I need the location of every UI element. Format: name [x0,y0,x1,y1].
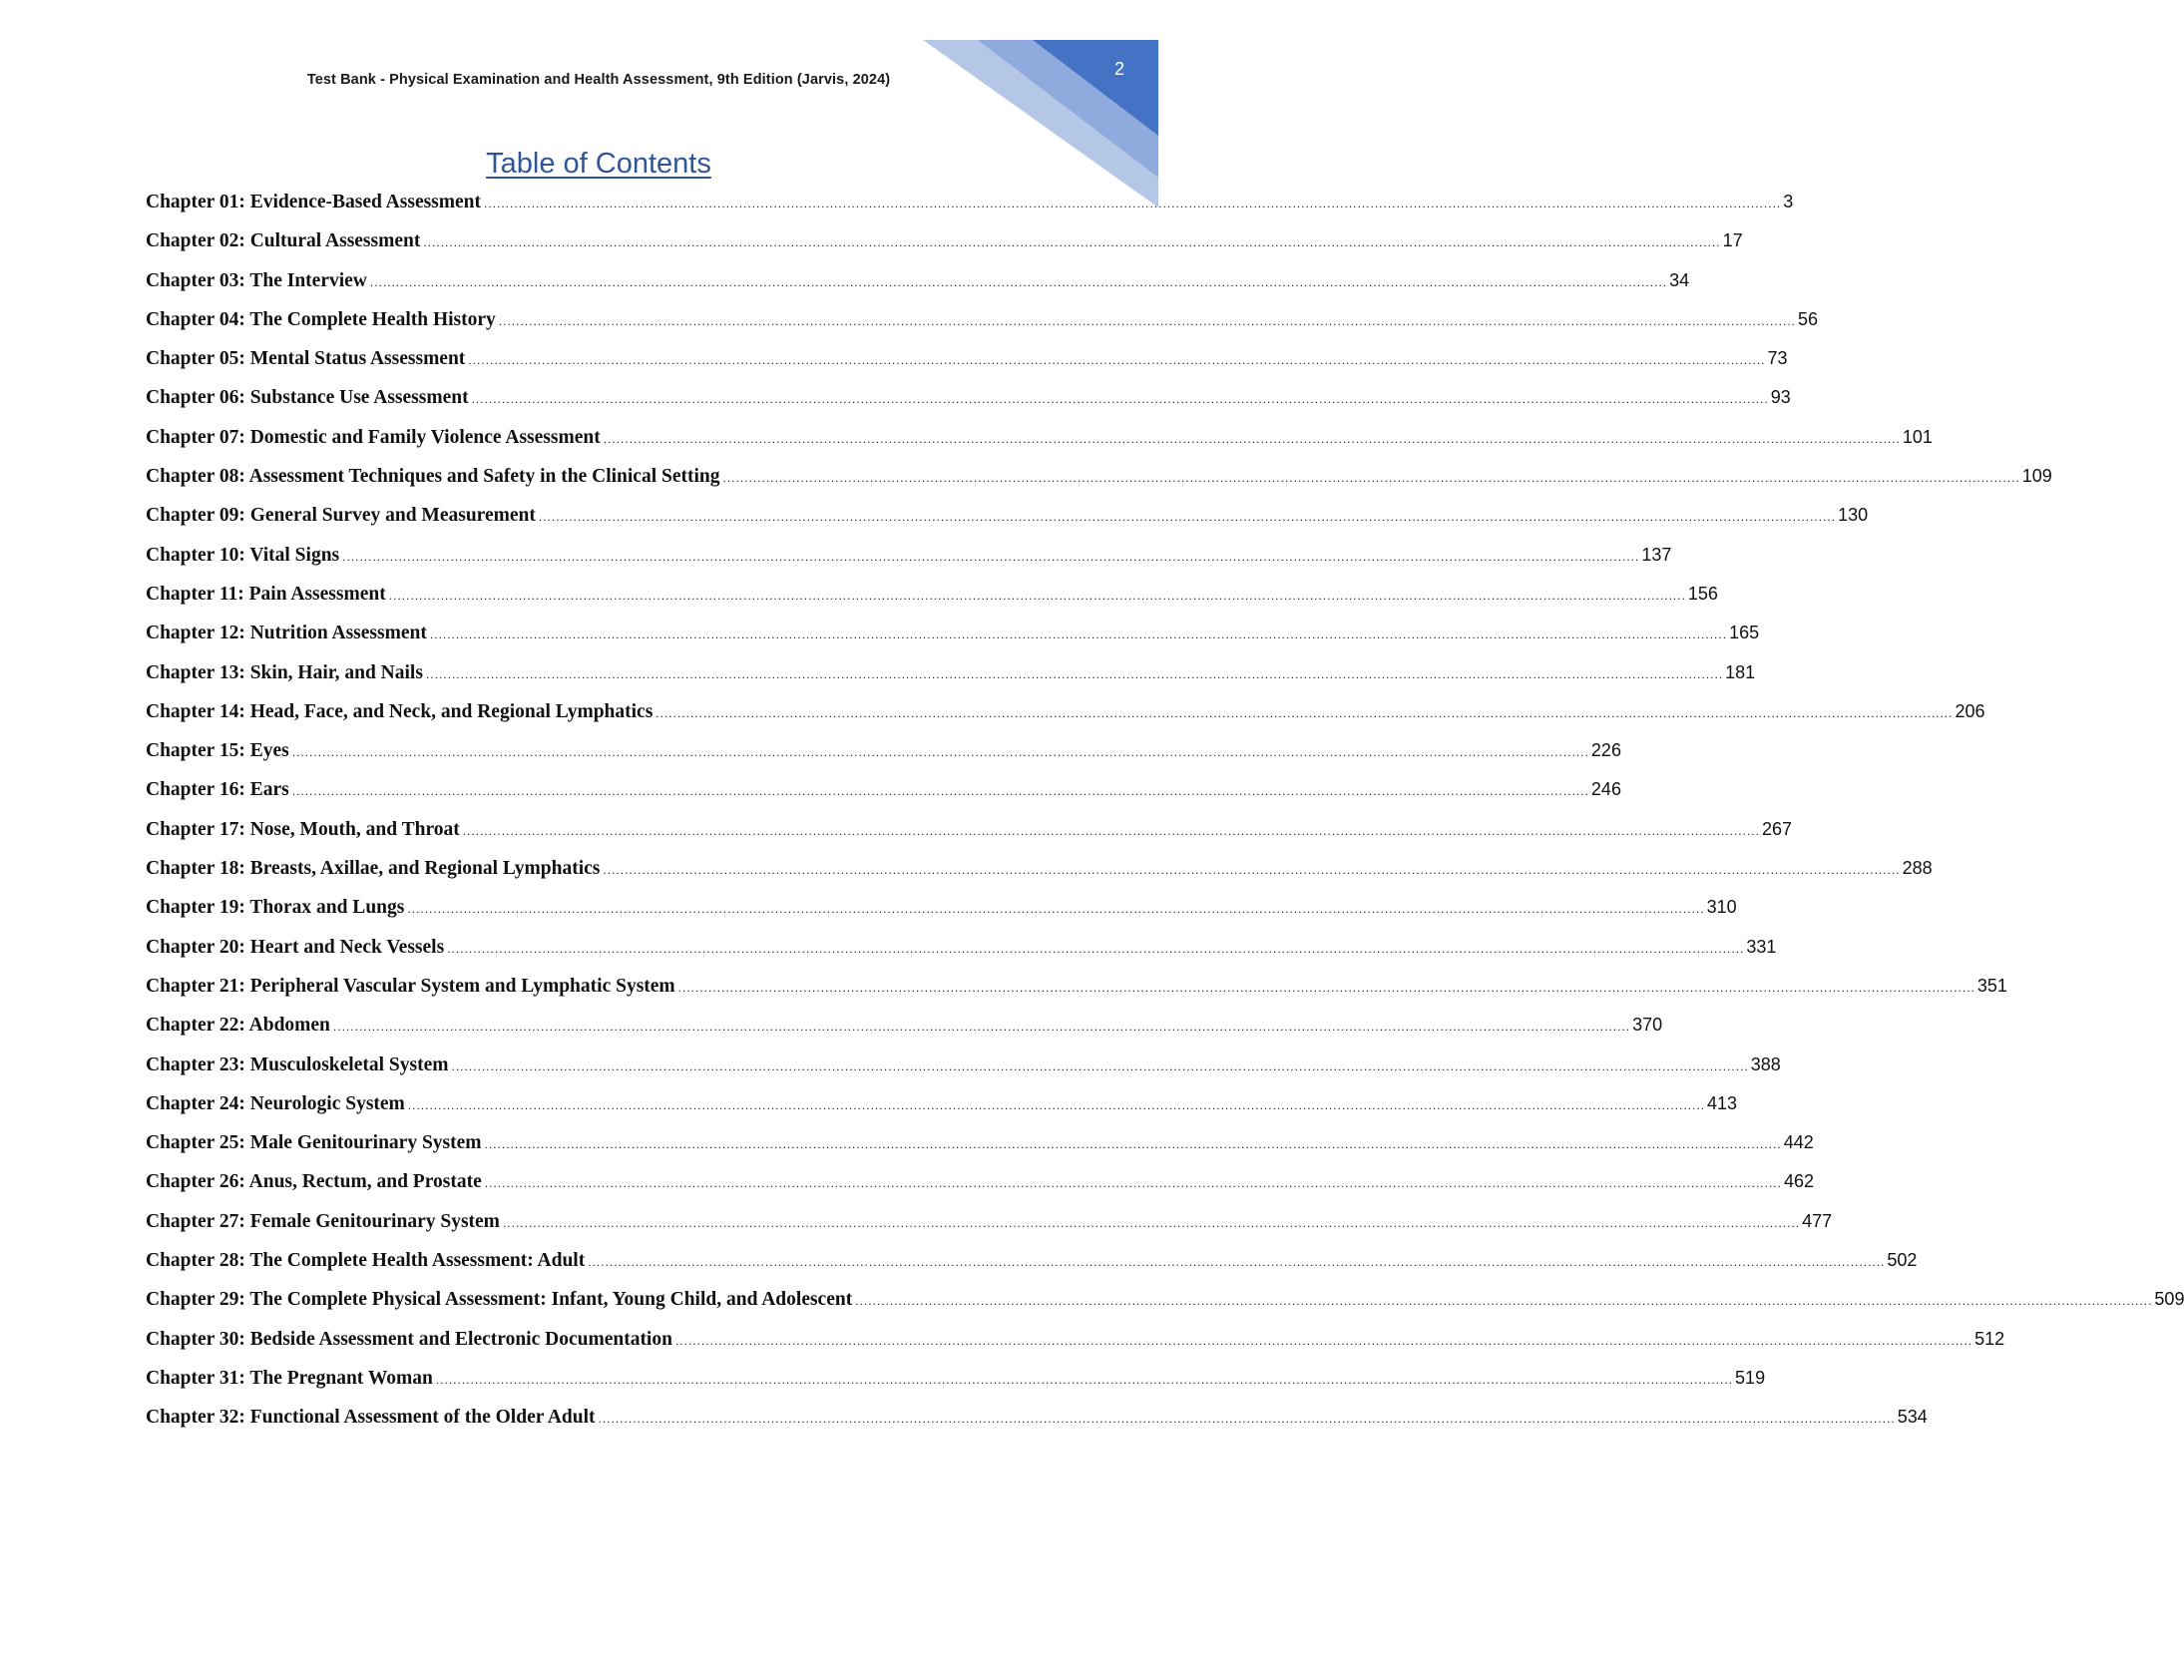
toc-entry[interactable] [146,656,1756,695]
dot-leader: ............................................................................................................................................................................................................................................................................................................ [468,353,1766,368]
toc-entry-page: 17 [1722,230,1743,251]
toc-entry-page: 442 [1783,1132,1814,1153]
toc-entry-label: Chapter 21: Peripheral Vascular System and Lymphatic System [146,975,675,997]
toc-entry-label: Chapter 12: Nutrition Assessment [146,623,427,644]
toc-entry[interactable] [146,891,1737,930]
toc-entry[interactable] [146,1165,1814,1204]
toc-entry-label: Chapter 01: Evidence-Based Assessment [146,192,482,212]
toc-entry-label: Chapter 23: Musculoskeletal System [146,1053,449,1075]
dot-leader: ............................................................................................................................................................................................................................................................................................................ [429,628,1728,642]
toc-entry-page: 388 [1750,1053,1781,1074]
toc-entry-label: Chapter 22: Abdomen [146,1015,330,1037]
dot-leader: ............................................................................................................................................................................................................................................................................................................ [655,705,1954,720]
toc-entry-label: Chapter 06: Substance Use Assessment [146,387,469,409]
toc-entry[interactable] [146,499,1869,538]
toc-entry[interactable] [146,1244,1918,1283]
toc-entry-page: 331 [1746,936,1777,957]
toc-entry-page: 413 [1707,1092,1738,1113]
toc-entry-page: 477 [1802,1210,1833,1231]
dot-leader: ............................................................................................................................................................................................................................................................................................................ [342,549,1640,564]
toc-entry-label: Chapter 24: Neurologic System [146,1092,405,1114]
toc-entry-label: Chapter 19: Thorax and Lungs [146,897,405,919]
toc-entry-label: Chapter 26: Anus, Rectum, and Prostate [146,1171,482,1193]
toc-entry[interactable] [146,224,1743,263]
dot-leader: ............................................................................................................................................................................................................................................................................................................ [722,471,2020,486]
dot-leader: ............................................................................................................................................................................................................................................................................................................ [603,431,1901,446]
dot-leader: ............................................................................................................................................................................................................................................................................................................ [603,863,1901,878]
dot-leader: ............................................................................................................................................................................................................................................................................................................ [538,510,1837,525]
toc-entry-label: Chapter 09: General Survey and Measurement [146,505,536,527]
toc-entry[interactable] [146,264,1690,303]
dot-leader: ............................................................................................................................................................................................................................................................................................................ [588,1255,1886,1270]
toc-entry[interactable] [146,578,1718,617]
toc-entry[interactable] [146,617,1760,655]
toc-entry[interactable] [146,460,2052,499]
toc-entry-page: 101 [1902,426,1933,447]
toc-entry-page: 3 [1783,192,1794,211]
dot-leader: ............................................................................................................................................................................................................................................................................................................ [484,1176,1782,1191]
toc-entry-page: 73 [1767,348,1788,369]
toc-entry-label: Chapter 08: Assessment Techniques and Safety in the Clinical Setting [146,466,720,488]
dot-leader: ............................................................................................................................................................................................................................................................................................................ [498,313,1796,328]
toc-entry-label: Chapter 29: The Complete Physical Assessment: Infant, Young Child, and Adolescent [146,1289,853,1311]
toc-entry-page: 310 [1706,897,1737,918]
toc-entry[interactable] [146,303,1819,342]
dot-leader: ............................................................................................................................................................................................................................................................................................................ [451,1058,1749,1073]
dot-leader: ............................................................................................................................................................................................................................................................................................................ [502,1215,1801,1230]
toc-entry-page: 502 [1887,1250,1918,1271]
dot-leader: ............................................................................................................................................................................................................................................................................................................ [855,1294,2153,1309]
toc-entry-label: Chapter 18: Breasts, Axillae, and Regional Lymphatics [146,858,601,880]
toc-entry-label: Chapter 13: Skin, Hair, and Nails [146,661,423,683]
toc-entry[interactable] [146,1323,2005,1362]
dot-leader: ............................................................................................................................................................................................................................................................................................................ [471,392,1769,407]
toc-entry[interactable] [146,695,1985,734]
dot-leader: ............................................................................................................................................................................................................................................................................................................ [291,745,1589,760]
dot-leader: ............................................................................................................................................................................................................................................................................................................ [291,784,1589,799]
toc-entry[interactable] [146,852,1933,891]
toc-entry-label: Chapter 11: Pain Assessment [146,583,386,605]
toc-entry-label: Chapter 30: Bedside Assessment and Electronic Documentation [146,1328,672,1350]
dot-leader: ............................................................................................................................................................................................................................................................................................................ [407,1097,1705,1112]
toc-entry-page: 165 [1729,623,1760,643]
running-header: Test Bank - Physical Examination and Health Assessment, 9th Edition (Jarvis, 2024) [306,72,891,88]
toc-entry[interactable] [146,1049,1781,1087]
toc-entry[interactable] [146,539,1672,578]
toc-entry-page: 267 [1761,818,1792,839]
toc-entry-page: 156 [1687,583,1718,604]
toc-entry-page: 181 [1725,661,1756,682]
toc-entry-label: Chapter 28: The Complete Health Assessment: Adult [146,1250,586,1272]
toc-entry-label: Chapter 05: Mental Status Assessment [146,348,466,370]
toc-entry-page: 34 [1669,269,1690,290]
toc-entry[interactable] [146,970,2007,1009]
dot-leader: ............................................................................................................................................................................................................................................................................................................ [677,980,1975,995]
dot-leader: ............................................................................................................................................................................................................................................................................................................ [484,1137,1782,1152]
toc-entry[interactable] [146,1087,1738,1126]
toc-entry-page: 93 [1770,387,1791,408]
toc-entry-page: 370 [1632,1015,1663,1036]
toc-entry[interactable] [146,1283,2184,1322]
toc-entry-page: 288 [1902,858,1933,879]
toc-entry-page: 206 [1955,700,1985,721]
dot-leader: ............................................................................................................................................................................................................................................................................................................ [407,902,1705,917]
toc-entry-label: Chapter 16: Ears [146,779,289,801]
dot-leader: ............................................................................................................................................................................................................................................................................................................ [369,274,1668,289]
dot-leader: ............................................................................................................................................................................................................................................................................................................ [332,1020,1631,1035]
toc-entry[interactable] [146,421,1933,460]
toc-entry-label: Chapter 31: The Pregnant Woman [146,1367,433,1389]
toc-entry[interactable] [146,1009,1663,1048]
toc-entry[interactable] [146,381,1791,420]
toc-entry-label: Chapter 14: Head, Face, and Neck, and Regional Lymphatics [146,700,654,722]
toc-entry-page: 246 [1590,779,1621,800]
toc-entry[interactable] [146,1362,1766,1401]
toc-entry-page: 56 [1798,308,1819,329]
toc-entry-page: 226 [1590,740,1621,761]
page-number: 2 [1113,59,1124,79]
toc-title: Table of Contents [486,148,711,180]
toc-list [146,186,2184,1441]
toc-entry-label: Chapter 04: The Complete Health History [146,308,496,330]
toc-entry-label: Chapter 32: Functional Assessment of the Older Adult [146,1407,596,1429]
toc-entry-page: 137 [1641,544,1672,565]
toc-entry[interactable] [146,1205,1833,1244]
toc-entry[interactable] [146,342,1788,381]
toc-entry-page: 130 [1838,505,1869,526]
toc-entry-label: Chapter 10: Vital Signs [146,544,340,566]
toc-entry-page: 351 [1976,975,2007,996]
toc-entry-label: Chapter 02: Cultural Assessment [146,230,421,252]
dot-leader: ............................................................................................................................................................................................................................................................................................................ [447,941,1745,956]
toc-entry-page: 512 [1974,1328,2005,1349]
dot-leader: ............................................................................................................................................................................................................................................................................................................ [598,1412,1896,1427]
dot-leader: ............................................................................................................................................................................................................................................................................................................ [462,823,1760,838]
dot-leader: ............................................................................................................................................................................................................................................................................................................ [425,666,1724,681]
toc-entry-page: 534 [1897,1407,1928,1428]
dot-leader: ............................................................................................................................................................................................................................................................................................................ [484,197,1782,210]
toc-entry-page: 462 [1783,1171,1814,1192]
toc-entry-label: Chapter 07: Domestic and Family Violence Assessment [146,426,601,448]
toc-entry-label: Chapter 15: Eyes [146,740,289,762]
dot-leader: ............................................................................................................................................................................................................................................................................................................ [388,588,1686,603]
toc-entry-page: 509 [2154,1289,2184,1310]
toc-entry[interactable] [146,186,1794,224]
toc-entry[interactable] [146,1401,1928,1440]
dot-leader: ............................................................................................................................................................................................................................................................................................................ [435,1372,1734,1387]
toc-entry[interactable] [146,773,1621,812]
toc-entry[interactable] [146,734,1621,773]
toc-entry-label: Chapter 20: Heart and Neck Vessels [146,936,445,958]
toc-entry-label: Chapter 03: The Interview [146,269,367,291]
toc-entry[interactable] [146,931,1777,970]
toc-entry-label: Chapter 25: Male Genitourinary System [146,1132,482,1154]
dot-leader: ............................................................................................................................................................................................................................................................................................................ [674,1333,1973,1348]
dot-leader: ............................................................................................................................................................................................................................................................................................................ [423,235,1721,250]
toc-entry-page: 109 [2021,466,2052,487]
toc-entry-page: 519 [1735,1367,1766,1388]
toc-entry[interactable] [146,1126,1814,1165]
toc-entry[interactable] [146,813,1792,852]
toc-entry-label: Chapter 27: Female Genitourinary System [146,1210,500,1232]
toc-entry-label: Chapter 17: Nose, Mouth, and Throat [146,818,460,840]
